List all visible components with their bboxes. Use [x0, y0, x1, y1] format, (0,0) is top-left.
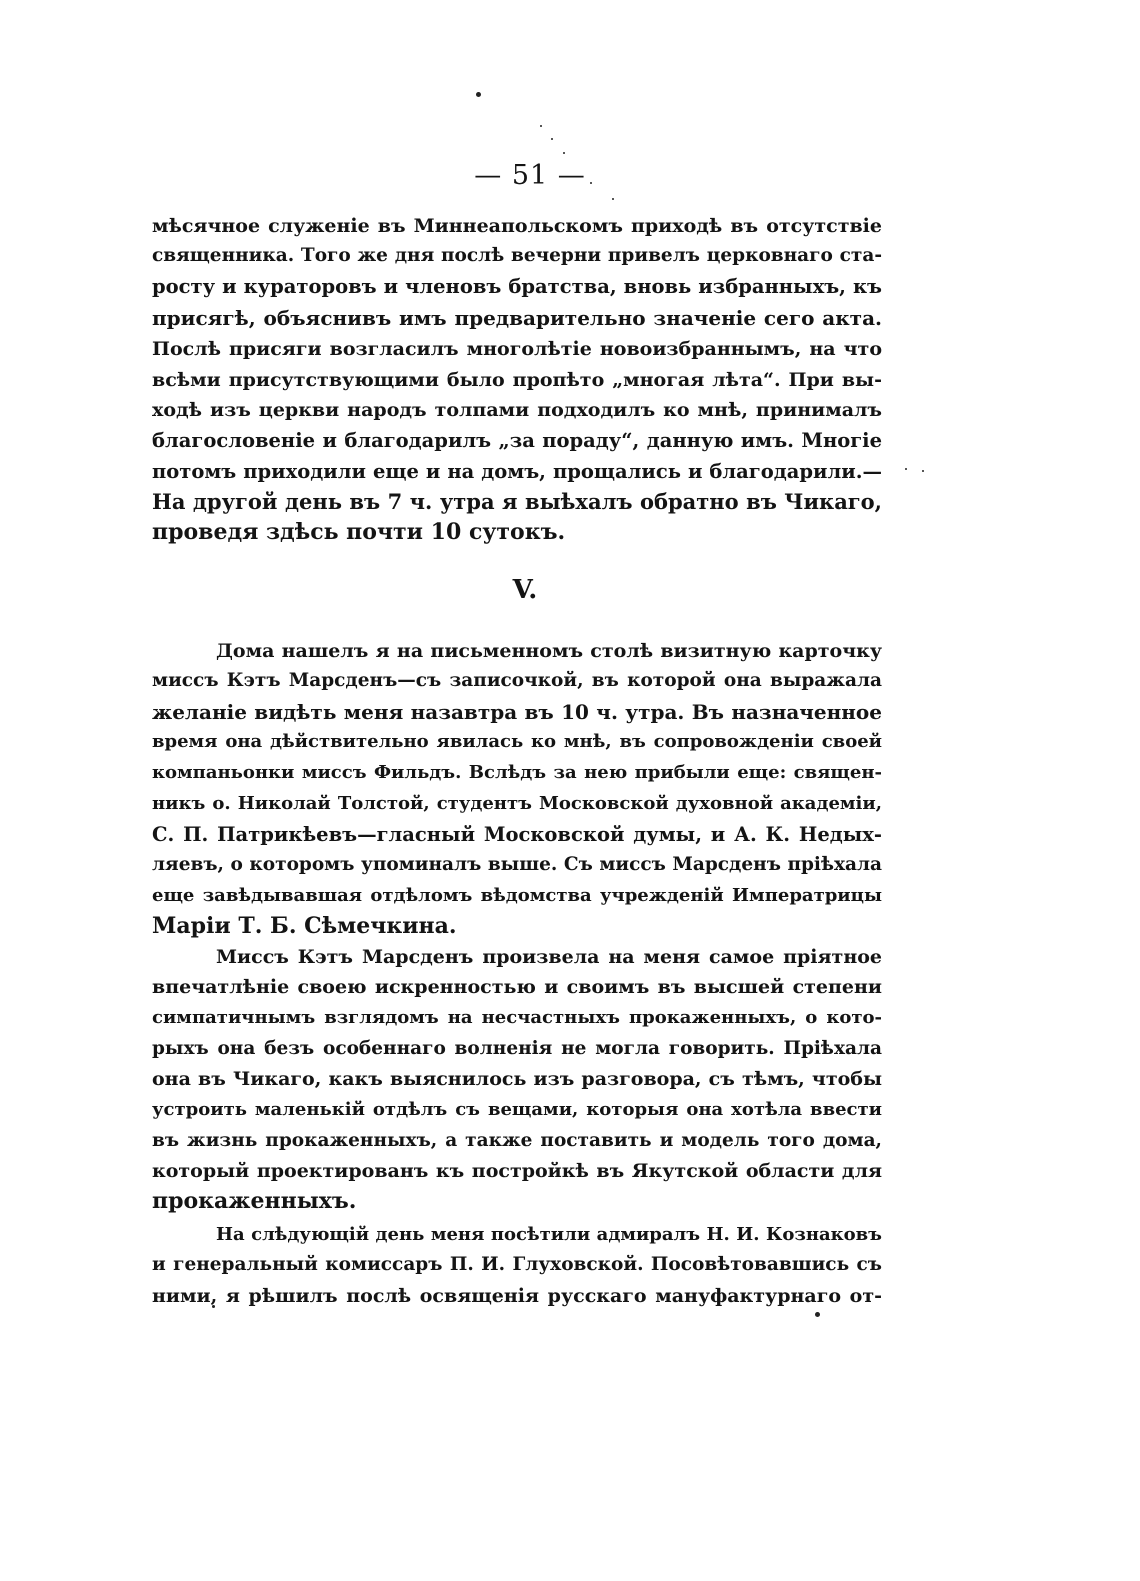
scan-speck — [540, 125, 542, 127]
text-line: проведя здѣсь почти 10 сутокъ. — [152, 519, 566, 545]
text-line: благословеніе и благодарилъ „за пораду“, данную имъ. Многіе — [152, 429, 882, 452]
text-line: никъ о. Николай Толстой, студентъ Московской духовной академіи, — [152, 793, 882, 814]
text-line: прокаженныхъ. — [152, 1188, 357, 1214]
text-line: въ жизнь прокаженныхъ, а также поставить и модель того дома, — [152, 1130, 882, 1151]
text-line: желаніе видѣть меня назавтра въ 10 ч. утра. Въ назначенное — [152, 700, 882, 724]
text-line: устроить маленькій отдѣлъ съ вещами, которыя она хотѣла ввести — [152, 1099, 882, 1120]
text-line: ними, я рѣшилъ послѣ освященія русскаго мануфактурнаго от- — [152, 1285, 882, 1307]
text-line: росту и кураторовъ и членовъ братства, вновь избранныхъ, къ — [152, 275, 882, 298]
text-line: она въ Чикаго, какъ выяснилось изъ разговора, съ тѣмъ, чтобы — [152, 1068, 882, 1090]
text-line: Миссъ Кэтъ Марсденъ произвела на меня самое пріятное — [216, 946, 882, 968]
text-line: миссъ Кэтъ Марсденъ—съ записочкой, въ которой она выражала — [152, 670, 882, 691]
text-line: всѣми присутствующими было пропѣто „многая лѣта“. При вы- — [152, 369, 882, 391]
text-line: Маріи Т. Б. Сѣмечкина. — [152, 913, 457, 939]
scan-speck — [905, 468, 907, 470]
text-line: рыхъ она безъ особеннаго волненія не могла говорить. Пріѣхала — [152, 1038, 882, 1059]
text-line: компаньонки миссъ Фильдъ. Вслѣдъ за нею прибыли еще: священ- — [152, 762, 882, 783]
text-line: С. П. Патрикѣевъ—гласный Московской думы, и А. К. Недых- — [152, 823, 882, 846]
scan-speck — [612, 198, 614, 200]
text-line: и генеральный комиссаръ П. И. Глуховской. Посовѣтовавшись съ — [152, 1254, 882, 1275]
text-line: ходѣ изъ церкви народъ толпами подходилъ ко мнѣ, принималъ — [152, 399, 882, 421]
text-line: На другой день въ 7 ч. утра я выѣхалъ обратно въ Чикаго, — [152, 489, 882, 514]
text-line: потомъ приходили еще и на домъ, прощались и благодарили.— — [152, 460, 882, 483]
text-line: присягѣ, объяснивъ имъ предварительно значеніе сего акта. — [152, 306, 882, 330]
text-line: симпатичнымъ взглядомъ на несчастныхъ прокаженныхъ, о кото- — [152, 1007, 882, 1028]
text-line: священника. Того же дня послѣ вечерни привелъ церковнаго ста- — [152, 245, 882, 266]
text-line: На слѣдующій день меня посѣтили адмиралъ Н. И. Кознаковъ — [216, 1224, 882, 1245]
text-line: мѣсячное служеніе въ Миннеапольскомъ приходѣ въ отсутствіе — [152, 215, 882, 237]
text-line: ляевъ, о которомъ упоминалъ выше. Съ миссъ Марсденъ пріѣхала — [152, 854, 882, 875]
text-line: еще завѣдывавшая отдѣломъ вѣдомства учрежденій Императрицы — [152, 885, 882, 906]
text-line: время она дѣйствительно явилась ко мнѣ, въ сопровожденіи своей — [152, 731, 882, 752]
scan-speck — [476, 92, 481, 97]
scan-speck — [922, 470, 924, 472]
text-line: впечатлѣніе своею искренностью и своимъ въ высшей степени — [152, 976, 882, 998]
scan-speck — [551, 138, 553, 140]
text-line: Дома нашелъ я на письменномъ столѣ визитную карточку — [216, 640, 882, 662]
text-line: Послѣ присяги возгласилъ многолѣтіе новоизбраннымъ, на что — [152, 338, 882, 360]
scan-speck — [563, 152, 565, 154]
section-heading: V. — [512, 575, 538, 605]
text-line: который проектированъ къ постройкѣ въ Якутской области для — [152, 1160, 882, 1182]
page-number: — 51 — — [474, 160, 586, 191]
